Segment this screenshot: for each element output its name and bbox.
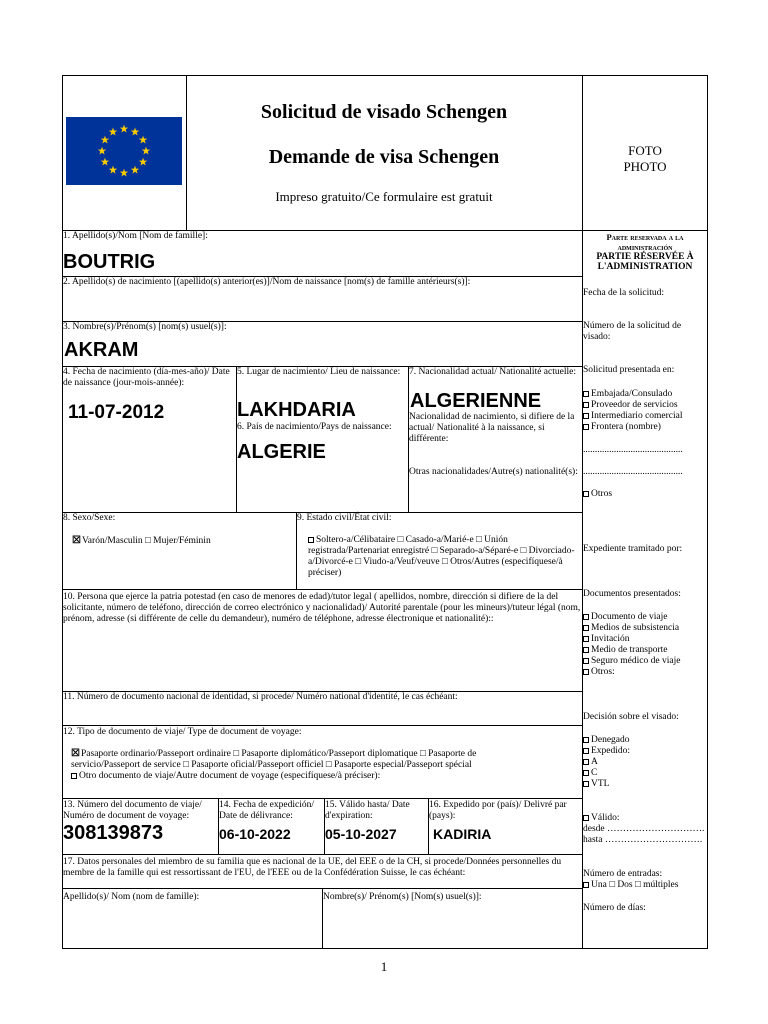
checkbox-icon[interactable]	[583, 636, 589, 642]
field-15-label: 15. Válido hasta/ Date d'expiration:	[325, 800, 410, 821]
field-17-surname-label: Apellido(s)/ Nom (nom de famille):	[63, 892, 200, 902]
field-16-value[interactable]: KADIRIA	[433, 826, 492, 842]
admin-medios[interactable]	[583, 623, 679, 634]
page-number: 1	[380, 959, 388, 974]
divider	[62, 798, 582, 799]
divider	[62, 589, 582, 590]
civil-status-options[interactable]	[308, 535, 580, 579]
admin-otros1[interactable]	[583, 489, 612, 500]
checkbox-icon[interactable]	[583, 647, 589, 653]
field-16-label: 16. Expedido por (país)/ Delivré par (pays):	[429, 800, 567, 821]
checkbox-icon[interactable]	[308, 537, 314, 543]
checkbox-icon[interactable]	[583, 413, 589, 419]
sex-options[interactable]	[72, 535, 294, 547]
admin-intermediario[interactable]	[583, 411, 683, 422]
field-17-label: 17. Datos personales del miembro de su familia que es nacional de la UE, del EEE o de la CH, si procede/Données personnelles du membre de la famille qui est ressortissant de l'EU, de l'EEE ou de la Confédération Suisse, le cas échéant:	[63, 857, 562, 878]
field-4-label: 4. Fecha de nacimiento (día-mes-año)/ Date de naissance (jour-mois-année):	[63, 367, 230, 388]
checkbox-icon[interactable]	[583, 491, 589, 497]
admin-doc-viaje[interactable]	[583, 612, 668, 623]
admin-entradas: Número de entradas:	[583, 869, 663, 879]
admin-vtl-text: VTL	[591, 779, 610, 789]
field-11-label: 11. Número de documento nacional de identidad, si procede/ Numéro national d'identité, le cas échéant:	[63, 692, 458, 702]
admin-otros1-text: Otros	[591, 489, 613, 499]
admin-dias: Número de días:	[583, 903, 646, 913]
field-4-value[interactable]: 11-07-2012	[68, 402, 165, 423]
admin-a[interactable]	[583, 757, 598, 768]
field-14-label: 14. Fecha de expedición/ Date de délivrance:	[219, 800, 314, 821]
admin-invitacion-text: Invitación	[591, 634, 630, 644]
admin-embajada[interactable]	[583, 389, 672, 400]
admin-expedido-text: Expedido:	[591, 746, 631, 756]
admin-invitacion[interactable]	[583, 634, 630, 645]
field-7-label: 7. Nacionalidad actual/ Nationalité actuelle:	[409, 367, 576, 377]
checkbox-icon[interactable]	[583, 614, 589, 620]
admin-fecha: Fecha de la solicitud:	[583, 288, 664, 298]
field-8-label: 8. Sexo/Sexe:	[63, 513, 116, 523]
admin-c[interactable]	[583, 768, 597, 779]
admin-transporte-text: Medio de transporte	[591, 645, 668, 655]
photo-label-fr: PHOTO	[623, 159, 667, 174]
field-6-value[interactable]: ALGERIE	[237, 441, 326, 463]
admin-decision: Decisión sobre el visado:	[583, 712, 679, 722]
admin-presentada: Solicitud presentada en:	[583, 365, 675, 375]
doc-type-options[interactable]	[71, 748, 519, 771]
admin-entradas-opts[interactable]	[583, 880, 678, 891]
field-7-value[interactable]: ALGERIENNE	[410, 390, 542, 412]
admin-valido-text: Válido:	[591, 813, 620, 823]
field-3-label: 3. Nombre(s)/Prénom(s) [nom(s) usuel(s)]:	[63, 322, 227, 332]
checked-box-icon[interactable]: ☒	[72, 535, 81, 546]
field-6-label: 6. País de nacimiento/Pays de naissance:	[237, 422, 392, 432]
admin-desde: desde ………………………….	[583, 824, 705, 834]
admin-medios-text: Medios de subsistencia	[591, 623, 680, 633]
admin-dots1: ..........................................	[583, 445, 683, 455]
admin-otros2-text: Otros:	[591, 667, 615, 677]
divider	[62, 725, 582, 726]
checkbox-icon[interactable]	[583, 759, 589, 765]
checkbox-icon[interactable]	[583, 748, 589, 754]
admin-hasta: hasta ………………………….	[583, 835, 703, 845]
admin-transporte[interactable]	[583, 645, 668, 656]
photo-label-es: FOTO	[628, 143, 662, 158]
divider	[236, 366, 237, 512]
admin-documentos: Documentos presentados:	[583, 589, 681, 599]
admin-seguro[interactable]	[583, 656, 680, 667]
admin-a-text: A	[591, 757, 598, 767]
checkbox-icon[interactable]	[583, 770, 589, 776]
admin-heading	[584, 232, 706, 272]
doc-type-text: Pasaporte ordinario/Passeport ordinaire □ Pasaporte diplomático/Passeport diplomatique □ Pasaporte de servicio/Passeport de service □ Pasaporte oficial/Passeport officiel □ Pasaporte especial/Passeport spécial	[71, 749, 477, 770]
admin-heading-es: Parte reservada a la administración	[606, 232, 684, 252]
field-10-label: 10. Persona que ejerce la patria potestad (en caso de menores de edad)/tutor legal ( apellidos, nombre, dirección si difiere de la del solicitante, número de teléfono, dirección de correo electrónico y nacionalidad)/ Autorité parentale (pour les mineurs)/tuteur légal (nom, prénom, adresse (si différente de celle du demandeur), numéro de téléphone, adresse électronique et nationalité)::	[63, 592, 581, 624]
checkbox-icon[interactable]	[583, 402, 589, 408]
admin-denegado[interactable]	[583, 735, 630, 746]
divider	[62, 854, 582, 855]
field-13-label: 13. Número del documento de viaje/ Numéro de document de voyage:	[63, 800, 202, 821]
admin-embajada-text: Embajada/Consulado	[591, 389, 673, 399]
civil-status-text: Soltero-a/Célibataire □ Casado-a/Marié-e □ Unión registrada/Partenariat enregistré □ Separado-a/Séparé-e □ Divorciado-a/Divorcé-e □ Viudo-a/Veuf/veuve □ Otros/Autres (especifíquese/à préciser)	[308, 535, 575, 578]
checkbox-icon[interactable]	[71, 773, 77, 779]
admin-denegado-text: Denegado	[591, 735, 630, 745]
doc-type-other-text: Otro documento de viaje/Autre document de voyage (especifíquese/à préciser):	[79, 771, 381, 781]
admin-doc-viaje-text: Documento de viaje	[591, 612, 668, 622]
field-17-name-label: Nombre(s)/ Prénom(s) [Nom(s) usuel(s)]:	[323, 892, 482, 902]
admin-proveedor[interactable]	[583, 400, 678, 411]
admin-expedido[interactable]	[583, 746, 630, 757]
field-5-value[interactable]: LAKHDARIA	[237, 399, 356, 421]
admin-vtl[interactable]	[583, 779, 609, 790]
field-2-label: 2. Apellido(s) de nacimiento [(apellido(s) anterior(es)]/Nom de naissance [nom(s) de famille antérieurs(s)]:	[63, 277, 471, 287]
field-15-value[interactable]: 05-10-2027	[325, 826, 397, 842]
field-5-label: 5. Lugar de nacimiento/ Lieu de naissance:	[237, 367, 401, 377]
checkbox-icon[interactable]	[583, 424, 589, 430]
checkbox-icon[interactable]	[583, 882, 589, 888]
admin-entradas-opts-text: Una □ Dos □ múltiples	[591, 880, 679, 890]
admin-proveedor-text: Proveedor de servicios	[591, 400, 678, 410]
admin-otros2[interactable]	[583, 667, 615, 678]
field-7-other-label: Otras nacionalidades/Autre(s) nationalité(s):	[409, 467, 578, 477]
checkbox-icon[interactable]	[583, 658, 589, 664]
field-13-value[interactable]: 308139873	[63, 822, 164, 844]
admin-frontera[interactable]	[583, 422, 661, 433]
admin-frontera-text: Frontera (nombre)	[591, 422, 661, 432]
admin-intermediario-text: Intermediario comercial	[591, 411, 683, 421]
field-1-value[interactable]: BOUTRIG	[63, 251, 156, 273]
admin-valido[interactable]	[583, 813, 620, 824]
photo-label	[582, 143, 708, 175]
field-7-birth-label: Nacionalidad de nacimiento, si difiere de la actual/ Nationalité à la naissance, si différente:	[409, 412, 575, 444]
doc-type-other[interactable]	[71, 771, 519, 782]
field-1-label: 1. Apellido(s)/Nom [Nom de famille]:	[63, 231, 208, 241]
sex-options-text: Varón/Masculin □ Mujer/Féminin	[82, 536, 211, 546]
checkbox-icon[interactable]	[583, 737, 589, 743]
checked-box-icon[interactable]: ☒	[71, 748, 80, 759]
field-12-label: 12. Tipo de documento de viaje/ Type de document de voyage:	[63, 727, 302, 737]
admin-expediente: Expediente tramitado por:	[583, 544, 683, 554]
eu-flag-icon	[66, 117, 182, 185]
admin-heading-fr: PARTIE RÉSERVÉE À L'ADMINISTRATION	[596, 252, 694, 272]
checkbox-icon[interactable]	[583, 625, 589, 631]
checkbox-icon[interactable]	[583, 669, 589, 675]
checkbox-icon[interactable]	[583, 391, 589, 397]
subtitle: Impreso gratuito/Ce formulaire est gratuit	[275, 189, 493, 204]
title-fr: Demande de visa Schengen	[268, 146, 500, 168]
field-9-label: 9. Estado civil/État civil:	[297, 513, 392, 523]
admin-dots2: ..........................................	[583, 467, 683, 477]
admin-c-text: C	[591, 768, 598, 778]
field-14-value[interactable]: 06-10-2022	[219, 826, 291, 842]
checkbox-icon[interactable]	[583, 815, 589, 821]
field-3-value[interactable]: AKRAM	[64, 339, 139, 361]
admin-numero: Número de la solicitud de visado:	[583, 321, 682, 342]
checkbox-icon[interactable]	[583, 781, 589, 787]
admin-seguro-text: Seguro médico de viaje	[591, 656, 681, 666]
title-es: Solicitud de visado Schengen	[260, 101, 508, 123]
